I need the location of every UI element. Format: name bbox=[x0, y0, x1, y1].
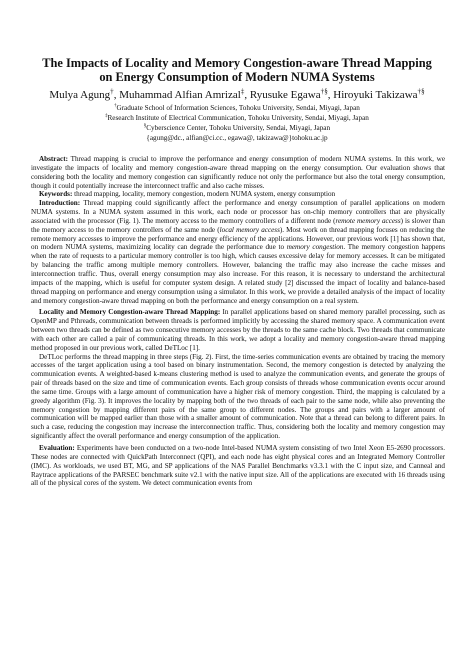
thread-mapping-paragraph bbox=[31, 308, 445, 352]
affiliation-text: Graduate School of Information Sciences, Tohoku University, Sendai, Miyagi, Japan bbox=[116, 104, 360, 112]
author-mark: †§ bbox=[320, 87, 328, 96]
introduction-text: ) is slower than the memory access to the memory controllers of the same node ( bbox=[31, 216, 445, 234]
evaluation-text: Experiments have been conducted on a two-node Intel-based NUMA system consisting of two Intel Xeon E5-2690 processors. These nodes are connected with QuickPath Interconnect (QPI), and each node has eight physical cores and an Integrated Memory Controller (IMC). As workloads, we used BT, MG, and SP applications of the NAS Parallel Benchmarks v3.3.1 with the C input size, and Canneal and Raytrace applications of the PARSEC benchmark suite v2.1 with the native input size. All of the applications are executed with 16 threads using all of the physical cores of the system. We detect communication events from bbox=[31, 444, 445, 488]
paper-body bbox=[31, 155, 445, 488]
introduction-text: ). Most work on thread mapping focuses on reducing the remote memory accesses to improve the performance and energy efficiency of the applications. However, our previous work [1] has shown that, on modern NUMA systems, maximizing locality can degrade the performance due to bbox=[31, 225, 445, 252]
title-line-2: on Energy Consumption of Modern NUMA Systems bbox=[99, 70, 375, 84]
author-mark: †§ bbox=[417, 87, 425, 96]
paper-title bbox=[20, 56, 454, 84]
affiliation bbox=[20, 114, 454, 123]
email-line: {agung@dc., alfian@ci.cc., egawa@, takizawa@}tohoku.ac.jp bbox=[146, 134, 328, 142]
evaluation-paragraph bbox=[31, 444, 445, 488]
author-name: Mulya Agung bbox=[49, 89, 111, 101]
affiliation-mark: ‡ bbox=[105, 113, 108, 119]
author-list: Mulya Agung†, Muhammad Alfian Amrizal‡, Ryusuke Egawa†§, Hiroyuki Takizawa†§ bbox=[49, 87, 425, 101]
author-name: Hiroyuki Takizawa bbox=[333, 89, 418, 101]
abstract-paragraph bbox=[31, 155, 445, 190]
keywords-label: Keywords: bbox=[39, 190, 73, 199]
affiliation-text: Research Institute of Electrical Communication, Tohoku University, Sendai, Miyagi, Japan bbox=[107, 114, 369, 122]
keywords-paragraph bbox=[31, 190, 445, 199]
abstract-label: Abstract: bbox=[39, 155, 68, 163]
author-mark: † bbox=[110, 87, 114, 96]
introduction-text: . The memory congestion happens when the rate of requests to a particular memory controller is too high, which causes excessive delay for memory accesses. It can be mitigated by balancing the traffic among multiple memory controllers. However, balancing the traffic may also increase the cache misses and interconnection traffic. Thus, overall energy consumption may also increase. For this reason, it is necessary to understand the architectural impacts of the mapping, which is useful for computer system design. A related study [2] discussed the impact of locality and balance-based thread mapping on performance and energy consumption using a simulator. In this work, we provide a detailed analysis of the impact of locality and memory congestion-aware thread mapping on both the performance and energy consumption on a real system. bbox=[31, 243, 445, 305]
author-name: Ryusuke Egawa bbox=[249, 89, 321, 101]
evaluation-label: Evaluation: bbox=[39, 444, 75, 452]
term-local-memory-access: local memory access bbox=[219, 225, 280, 234]
term-remote-memory-access: remote memory access bbox=[335, 216, 401, 225]
author-name: Muhammad Alfian Amrizal bbox=[119, 89, 241, 101]
affiliation-mark: † bbox=[114, 103, 117, 109]
title-line-1: The Impacts of Locality and Memory Congestion-aware Thread Mapping bbox=[42, 56, 432, 70]
thread-mapping-text: In parallel applications based on shared memory parallel processing, such as OpenMP and Pthreads, communication between threads is performed implicitly by accessing the shared memory space. A communication event between two threads can be defined as two consecutive memory accesses by the threads to the same cache block. Two threads that communicate with each other are called a pair of communicating threads. In this work, we adopt a locality and memory congestion-aware thread mapping method proposed in our previous work, called DeTLoc [1]. bbox=[31, 308, 445, 352]
introduction-paragraph bbox=[31, 199, 445, 305]
term-memory-congestion: memory congestion bbox=[286, 243, 344, 252]
affiliation-mark: § bbox=[143, 123, 147, 129]
author-mark: ‡ bbox=[240, 87, 245, 96]
affiliation-text: Cyberscience Center, Tohoku University, Sendai, Miyagi, Japan bbox=[146, 124, 331, 132]
abstract-text: Thread mapping is crucial to improve the performance and energy consumption of modern NUMA systems. In this work, we investigate the impacts of locality and memory congestion-aware thread mapping on the energy consumption. Our evaluation shows that considering both the locality and memory congestion can significantly reduce not only the performance but also the total energy consumption, though it could potentially increase the interconnect traffic and also cache misses. bbox=[31, 155, 445, 190]
introduction-label: Introduction: bbox=[39, 199, 81, 208]
detloc-paragraph: DeTLoc performs the thread mapping in three steps (Fig. 2). First, the time-series communication events are obtained by tracing the memory accesses of the target application using a tool based on binary instrumentation. Second, the memory congestion is detected by analyzing the communication events. A weighted-based k-means clustering method is used to analyze the communication events, and generate the groups of pair of threads based on the size and time of communication events. Each group consists of threads whose communication events occur around the same time. Groups with a large amount of communication have a higher risk of memory congestion. Third, the mapping is calculated by a greedy algorithm (Fig. 3). It improves the locality by mapping both of the two threads of each pair to the same node, while also preventing the memory congestion by mapping different pairs of the same group to different nodes. The groups and pairs with a larger amount of communication will be mapped earlier than those with a smaller amount of communication. Note that a thread can belong to different pairs. In such a case, reducing the congestion may increase the interconnection traffic. Thus, considering both the locality and memory congestion may significantly affect the overall performance and energy consumption of the application. bbox=[31, 352, 445, 441]
keywords-text: thread mapping, locality, memory congestion, modern NUMA system, energy consumption bbox=[72, 190, 336, 199]
affiliation bbox=[20, 124, 454, 133]
affiliation bbox=[20, 104, 454, 113]
thread-mapping-label: Locality and Memory Congestion-aware Thread Mapping: bbox=[39, 308, 221, 317]
introduction-text: Thread mapping could significantly affect the performance and energy consumption of parallel applications on modern NUMA systems. In a NUMA system assumed in this work, each node or processor has on-chip memory controllers that are physically associated with the processor (Fig. 1). The memory access to the memory controllers of a different node ( bbox=[31, 199, 445, 225]
